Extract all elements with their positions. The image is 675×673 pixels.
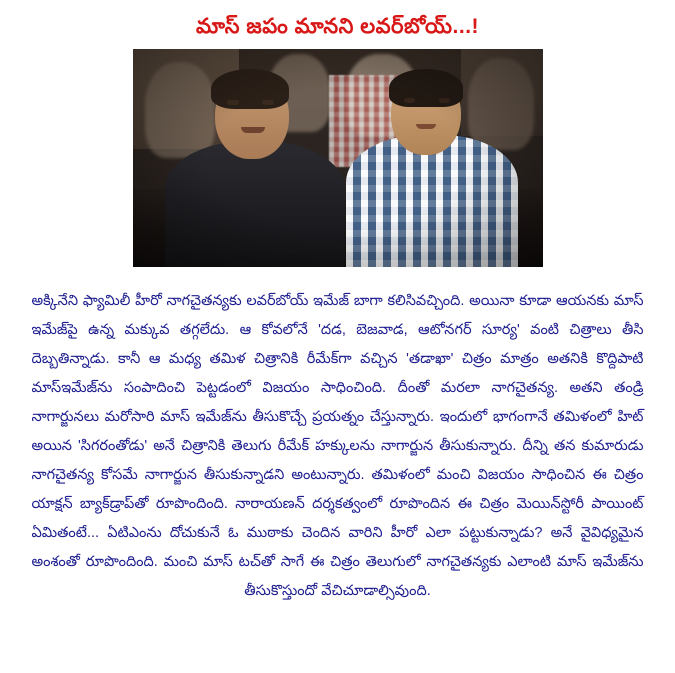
article-body (32, 287, 644, 606)
photo-person-left-eye (227, 100, 239, 105)
photo-person-right-mouth (416, 124, 436, 129)
article-paragraph: అక్కినేని ఫ్యామిలీ హీరో నాగచైతన్యకు లవర్‌బోయ్ ఇమేజ్ బాగా కలిసివచ్చింది. అయినా కూడా ఆయనకు మాస్ ఇమేజ్‌పై ఉన్న మక్కువ తగ్గలేదు. ఆ కోవలోనే 'దడ, బెజవాడ, ఆటోనగర్ సూర్య' వంటి చిత్రాలు తీసి దెబ్బతిన్నాడు. కానీ ఆ మధ్య తమిళ చిత్రానికి రీమేక్‌గా వచ్చిన 'తడాఖా' చిత్రం మాత్రం అతనికి కొద్దిపాటి మాస్‌ఇమేజ్‌ను సంపాదించి పెట్టడంలో విజయం సాధించింది. దీంతో మరలా నాగచైతన్య. అతని తండ్రి నాగార్జునలు మరోసారి మాస్ ఇమేజ్‌ను తీసుకొచ్చే ప్రయత్నం చేస్తున్నారు. ఇందులో భాగంగానే తమిళంలో హిట్ అయిన 'సిగరంతోడు' అనే చిత్రానికి తెలుగు రీమేక్ హక్కులను నాగార్జున తీసుకున్నారు. దీన్ని తన కుమారుడు నాగచైతన్య కోసమే నాగార్జున తీసుకున్నాడని అంటున్నారు. తమిళంలో మంచి విజయం సాధించిన ఈ చిత్రం యాక్షన్ బ్యాక్‌డ్రాప్‌తో రూపొందింది. నారాయణన్ దర్శకత్వంలో రూపొందిన ఈ చిత్రం మెయిన్‌స్టోరీ పాయింట్ ఏమితంటే... ఏటిఎంను దోచుకునే ఓ ముఠాకు చెందిన వారిని హీరో ఎలా పట్టుకున్నాడు? అనే వైవిధ్యమైన అంశంతో రూపొందింది. మంచి మాస్ టచ్‌తో సాగే ఈ చిత్రం తెలుగులో నాగచైతన్యకు ఎలాంటి మాస్ ఇమేజ్‌ను తీసుకొస్తుందో వేచిచూడాల్సివుంది. (31, 293, 644, 600)
photo-background-person (145, 62, 215, 158)
photo-person-right-eye (439, 98, 450, 103)
page-title: మాస్ జపం మానని లవర్‌బోయ్...! (195, 15, 480, 38)
photo-person-left-hair (211, 69, 289, 109)
article-image-wrapper (133, 49, 543, 267)
photo-person-left-mouth (241, 127, 265, 133)
photo-background-person (468, 58, 534, 150)
photo-person-left-eye (262, 100, 274, 105)
photo-person-left-body (165, 141, 345, 267)
photo-person-right-hair (389, 69, 463, 107)
photo-person-right-eye (404, 98, 415, 103)
photo-person-right-body (346, 135, 518, 267)
article-photo (133, 49, 543, 267)
